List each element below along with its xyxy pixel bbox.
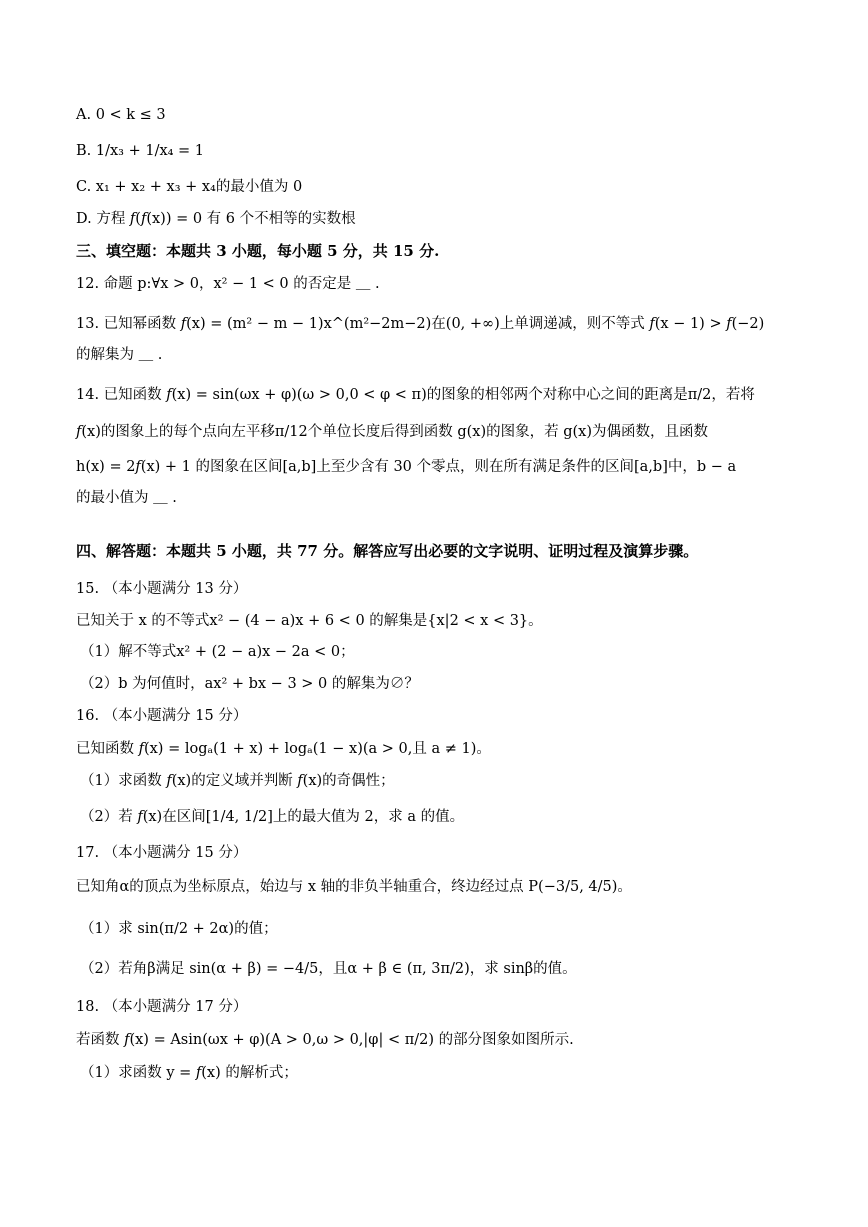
option-b: B. 1/x₃ + 1/x₄ = 1 xyxy=(76,143,205,159)
q14-line-3: h(x) = 2𝑓(x) + 1 的图象在区间[a,b]上至少含有 30 个零点，则在所有满足条件的区间[a,b]中，b − a xyxy=(76,459,737,475)
q13-line-2: 的解集为 ＿ . xyxy=(76,347,163,363)
q15-header: 15. （本小题满分 13 分） xyxy=(76,581,248,597)
option-c: C. x₁ + x₂ + x₃ + x₄的最小值为 0 xyxy=(76,179,303,195)
q12-text: 12. 命题 p:∀x > 0，x² − 1 < 0 的否定是 ＿ . xyxy=(76,276,380,292)
q15-stem: 已知关于 x 的不等式x² − (4 − a)x + 6 < 0 的解集是{x|2 < x < 3}。 xyxy=(76,613,543,629)
q15-part-2: （2）b 为何值时，ax² + bx − 3 > 0 的解集为∅？ xyxy=(80,676,419,692)
option-a: A. 0 < k ≤ 3 xyxy=(76,107,166,123)
q18-header: 18. （本小题满分 17 分） xyxy=(76,999,248,1015)
q15-part-1: （1）解不等式x² + (2 − a)x − 2a < 0； xyxy=(80,644,355,660)
q17-part-2: （2）若角β满足 sin(α + β) = −4/5，且α + β ∈ (π, 3π/2)，求 sinβ的值。 xyxy=(80,961,577,977)
section-3-title: 三、填空题：本题共 3 小题，每小题 5 分，共 15 分. xyxy=(76,242,440,260)
q18-stem: 若函数 𝑓(x) = Asin(ωx + φ)(A > 0,ω > 0,|φ| < π/2) 的部分图象如图所示. xyxy=(76,1032,574,1048)
q14-line-1: 14. 已知函数 𝑓(x) = sin(ωx + φ)(ω > 0,0 < φ < π)的图象的相邻两个对称中心之间的距离是π/2，若将 xyxy=(76,387,755,403)
q16-stem: 已知函数 𝑓(x) = logₐ(1 + x) + logₐ(1 − x)(a > 0,且 a ≠ 1)。 xyxy=(76,741,491,757)
q14-line-2: 𝑓(x)的图象上的每个点向左平移π/12个单位长度后得到函数 g(x)的图象，若 g(x)为偶函数，且函数 xyxy=(76,424,708,440)
option-d: D. 方程 𝑓(𝑓(x)) = 0 有 6 个不相等的实数根 xyxy=(76,211,356,227)
q17-part-1: （1）求 sin(π/2 + 2α)的值； xyxy=(80,921,278,937)
q16-part-1: （1）求函数 𝑓(x)的定义域并判断 𝑓(x)的奇偶性； xyxy=(80,773,395,789)
q13-line-1: 13. 已知幂函数 𝑓(x) = (m² − m − 1)x^(m²−2m−2)在(0, +∞)上单调递减，则不等式 𝑓(x − 1) > 𝑓(−2) xyxy=(76,316,765,332)
section-4-title: 四、解答题：本题共 5 小题，共 77 分。解答应写出必要的文字说明、证明过程及演算步骤。 xyxy=(76,542,699,560)
q16-header: 16. （本小题满分 15 分） xyxy=(76,708,248,724)
q17-header: 17. （本小题满分 15 分） xyxy=(76,845,248,861)
q17-stem: 已知角α的顶点为坐标原点，始边与 x 轴的非负半轴重合，终边经过点 P(−3/5, 4/5)。 xyxy=(76,879,632,895)
q14-line-4: 的最小值为 ＿ . xyxy=(76,490,177,506)
q16-part-2: （2）若 𝑓(x)在区间[1/4, 1/2]上的最大值为 2，求 a 的值。 xyxy=(80,809,465,825)
q18-part-1: （1）求函数 y = 𝑓(x) 的解析式； xyxy=(80,1065,298,1081)
